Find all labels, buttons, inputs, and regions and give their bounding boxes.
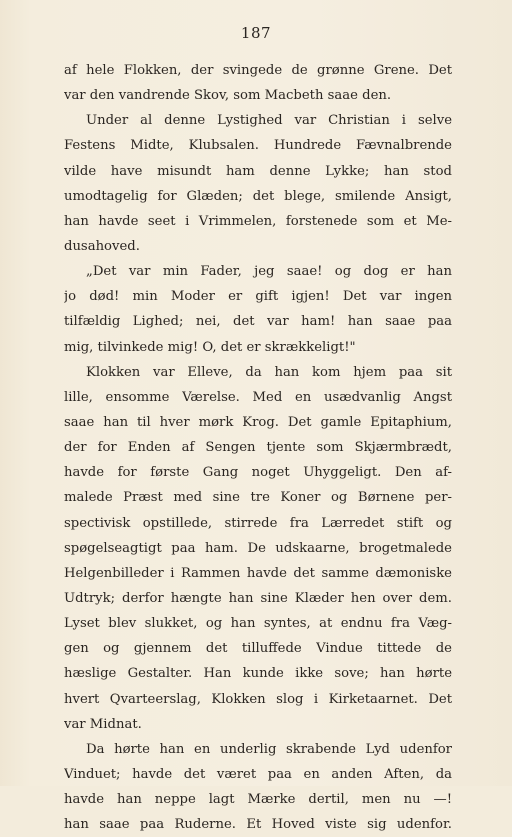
text-line: han havde seet i Vrimmelen, forstenede som et Me-	[64, 213, 452, 229]
text-line: var Midnat.	[64, 716, 142, 732]
text-line: spøgelseagtigt paa ham. De udskaarne, brogetmalede	[64, 540, 452, 556]
text-line: tilfældig Lighed; nei, det var ham! han saae paa	[64, 314, 452, 330]
text-line: vilde have misundt ham denne Lykke; han stod	[64, 163, 452, 179]
text-line: Lyset blev slukket, og han syntes, at endnu fra Væg-	[64, 616, 452, 632]
text-line: saae han til hver mørk Krog. Det gamle Epitaphium,	[64, 414, 452, 430]
text-line: Festens Midte, Klubsalen. Hundrede Fævnalbrende	[64, 138, 452, 154]
text-line: Vinduet; havde det været paa en anden Aften, da	[64, 766, 452, 782]
text-line: der for Enden af Sengen tjente som Skjærmbrædt,	[64, 440, 452, 456]
text-line: umodtagelig for Glæden; det blege, smilende Ansigt,	[64, 188, 452, 204]
text-line: hæslige Gestalter. Han kunde ikke sove; han hørte	[64, 666, 452, 682]
page-number: 187	[240, 24, 272, 42]
text-line: Klokken var Elleve, da han kom hjem paa sit	[86, 364, 452, 380]
text-line: Under al denne Lystighed var Christian i selve	[86, 113, 452, 129]
text-line: hvert Qvarteerslag, Klokken slog i Kirketaarnet. Det	[64, 691, 452, 707]
text-line: Udtryk; derfor hængte han sine Klæder hen over dem.	[64, 590, 452, 606]
text-line: malede Præst med sine tre Koner og Børnene per-	[64, 490, 452, 506]
text-line: havde for første Gang noget Uhyggeligt. Den af-	[64, 465, 452, 481]
text-line: mig, tilvinkede mig! O, det er skrækkeligt!"	[64, 339, 356, 355]
text-line: jo død! min Moder er gift igjen! Det var ingen	[64, 289, 452, 305]
text-line: var den vandrende Skov, som Macbeth saae den.	[64, 88, 392, 104]
body-text	[64, 58, 452, 837]
text-line: „Det var min Fader, jeg saae! og dog er han	[86, 264, 452, 280]
text-line: dusahoved.	[64, 238, 140, 254]
text-line: spectivisk opstillede, stirrede fra Lærredet stift og	[64, 515, 452, 531]
text-line: han saae paa Ruderne. Et Hoved viste sig udenfor.	[64, 817, 452, 833]
text-line: lille, ensomme Værelse. Med en usædvanlig Angst	[64, 389, 452, 405]
text-line: gen og gjennem det tilluffede Vindue tittede de	[64, 641, 452, 657]
text-line: Da hørte han en underlig skrabende Lyd udenfor	[86, 741, 452, 757]
text-line: Helgenbilleder i Rammen havde det samme dæmoniske	[64, 565, 452, 581]
text-line: af hele Flokken, der svingede de grønne Grene. Det	[64, 63, 452, 78]
text-line: havde han neppe lagt Mærke dertil, men nu —!	[64, 792, 452, 808]
